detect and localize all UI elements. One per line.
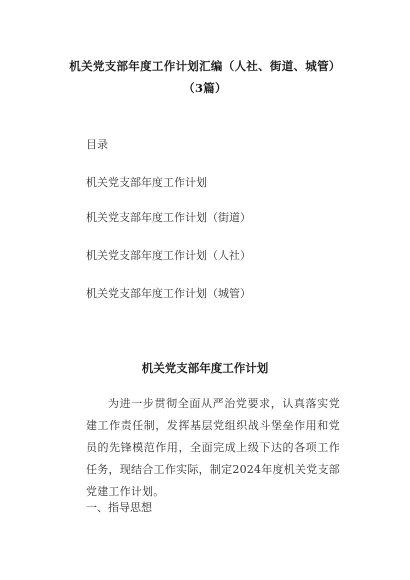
toc-item: 机关党支部年度工作计划（街道） — [86, 211, 251, 224]
section-subheading: 一、指导思想 — [86, 501, 152, 514]
toc-item: 机关党支部年度工作计划（人社） — [86, 249, 251, 262]
document-title-count: （3篇） — [183, 81, 227, 95]
body-paragraph: 为进一步贯彻全面从严治党要求，认真落实党建工作责任制，发挥基层党组织战斗堡垒作用和党员的先锋模范作用，全面完成上级下达的各项工作任务，现结合工作实际，制定2024年度机关党支部党建工作计划。 — [86, 397, 340, 498]
toc-heading: 目录 — [86, 138, 108, 151]
document-title: 机关党支部年度工作计划汇编（人社、街道、城管） — [69, 59, 341, 73]
toc-item: 机关党支部年度工作计划（城管） — [86, 287, 251, 300]
toc-item: 机关党支部年度工作计划 — [86, 176, 207, 189]
section-title: 机关党支部年度工作计划 — [141, 361, 269, 375]
